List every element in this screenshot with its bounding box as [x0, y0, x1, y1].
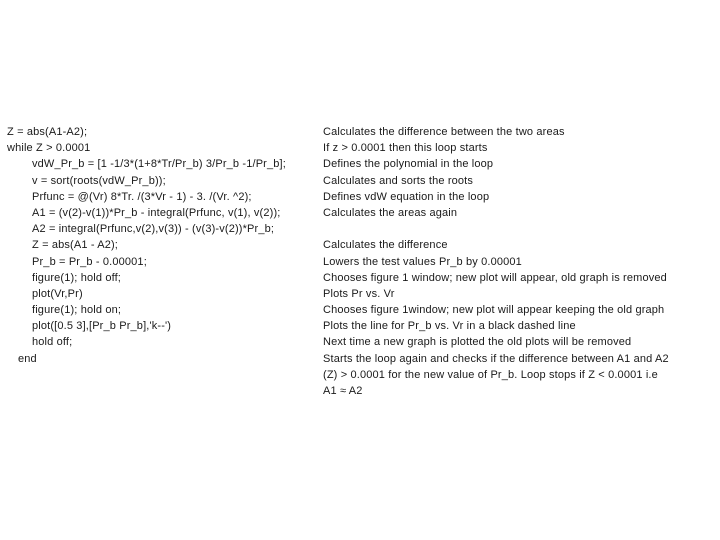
description-line: Next time a new graph is plotted the old plots will be removed [323, 336, 632, 349]
description-line: Calculates the difference [323, 239, 448, 252]
code-line: end [18, 352, 37, 365]
description-line: Calculates and sorts the roots [323, 174, 474, 187]
code-line: figure(1); hold off; [32, 271, 122, 284]
description-line: Defines the polynomial in the loop [323, 158, 494, 171]
description-line: Calculates the difference between the two areas [323, 126, 565, 138]
description-line: Plots the line for Pr_b vs. Vr in a black dashed line [323, 320, 576, 333]
code-line: Z = abs(A1-A2); [7, 126, 88, 138]
code-line: hold off; [32, 336, 73, 349]
description-line: Defines vdW equation in the loop [323, 190, 490, 203]
description-line: Calculates the areas again [323, 206, 458, 219]
description-line: Chooses figure 1 window; new plot will appear, old graph is removed [323, 271, 667, 284]
code-line: vdW_Pr_b = [1 -1/3*(1+8*Tr/Pr_b) 3/Pr_b -1/Pr_b]; [32, 158, 286, 171]
code-line: plot([0.5 3],[Pr_b Pr_b],'k--') [32, 320, 172, 333]
description-line: Chooses figure 1window; new plot will appear keeping the old graph [323, 304, 665, 317]
code-line: Pr_b = Pr_b - 0.00001; [32, 255, 147, 268]
description-line: Plots Pr vs. Vr [323, 287, 395, 300]
code-line: Z = abs(A1 - A2); [32, 239, 119, 252]
code-line: A2 = integral(Prfunc,v(2),v(3)) - (v(3)-v(2))*Pr_b; [32, 223, 275, 236]
description-line: (Z) > 0.0001 for the new value of Pr_b. Loop stops if Z < 0.0001 i.e [323, 368, 658, 381]
code-line: while Z > 0.0001 [7, 142, 91, 155]
description-line: Starts the loop again and checks if the difference between A1 and A2 [323, 352, 669, 365]
code-line: Prfunc = @(Vr) 8*Tr. /(3*Vr - 1) - 3. /(Vr. ^2); [32, 190, 252, 203]
description-line: A1 ≈ A2 [323, 385, 363, 397]
code-line: A1 = (v(2)-v(1))*Pr_b - integral(Prfunc, v(1), v(2)); [32, 206, 281, 219]
description-line [323, 221, 715, 237]
code-listing [7, 124, 319, 367]
code-line: v = sort(roots(vdW_Pr_b)); [32, 174, 166, 187]
description-line: Lowers the test values Pr_b by 0.00001 [323, 255, 522, 268]
description-line: If z > 0.0001 then this loop starts [323, 142, 488, 155]
description-column [323, 124, 715, 399]
code-line: plot(Vr,Pr) [32, 287, 83, 300]
code-line: figure(1); hold on; [32, 304, 122, 317]
